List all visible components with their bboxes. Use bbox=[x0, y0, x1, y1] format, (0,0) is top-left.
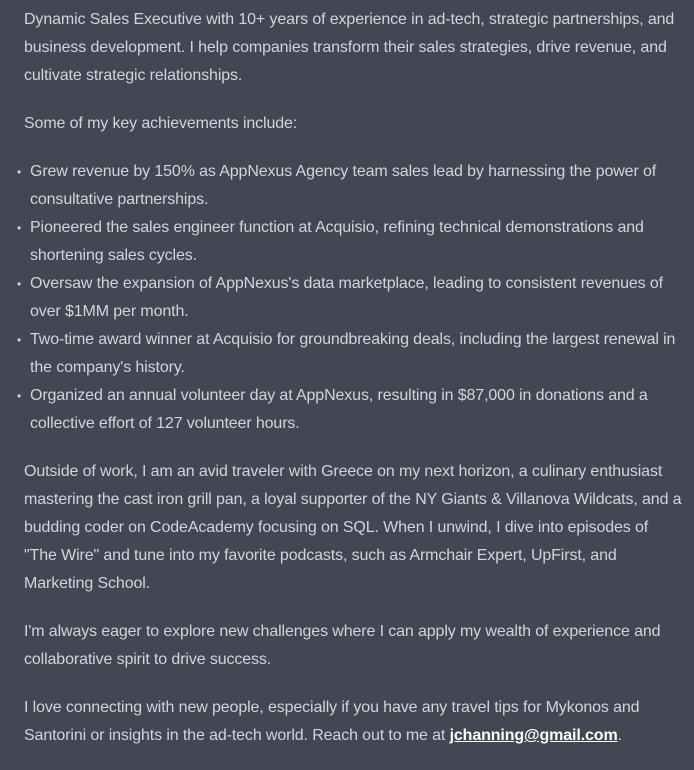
achievements-heading: Some of my key achievements include: bbox=[24, 115, 298, 132]
eager-paragraph: I'm always eager to explore new challenges where I can apply my wealth of experience and collaborative spirit to drive success. bbox=[24, 623, 661, 668]
closing-text: I love connecting with new people, especially if you have any travel tips for Mykonos and Santorini or insights in the ad-tech world. Reach out to me at bbox=[24, 699, 640, 744]
email-link[interactable]: jchanning@gmail.com bbox=[449, 727, 618, 744]
closing-period: . bbox=[617, 727, 622, 744]
personal-paragraph: Outside of work, I am an avid traveler with Greece on my next horizon, a culinary enthusiast mastering the cast iron grill pan, a loyal supporter of the NY Giants & Villanova Wildcats, and a budding coder on CodeAcademy focusing on SQL. When I unwind, I dive into episodes of "The Wire" and tune into my favorite podcasts, such as Armchair Expert, UpFirst, and Marketing School. bbox=[24, 463, 682, 592]
achievement-text: Oversaw the expansion of AppNexus's data marketplace, leading to consistent revenues of over $1MM per month. bbox=[30, 275, 663, 320]
bullet-icon: • bbox=[17, 277, 22, 291]
list-item bbox=[0, 382, 678, 438]
closing-paragraph bbox=[24, 694, 684, 750]
intro-paragraph: Dynamic Sales Executive with 10+ years of experience in ad-tech, strategic partnerships, and business development. I help companies transform their sales strategies, drive revenue, and cultivate strategic relationships. bbox=[24, 11, 675, 84]
bullet-icon: • bbox=[17, 333, 22, 347]
bullet-icon: • bbox=[17, 221, 22, 235]
list-item bbox=[0, 326, 678, 382]
achievement-text: Two-time award winner at Acquisio for groundbreaking deals, including the largest renewal in the company's history. bbox=[30, 331, 676, 376]
bio-message bbox=[17, 6, 684, 770]
list-item bbox=[0, 270, 678, 326]
list-item bbox=[0, 214, 678, 270]
achievements-list bbox=[0, 158, 684, 438]
achievement-text: Pioneered the sales engineer function at Acquisio, refining technical demonstrations and shortening sales cycles. bbox=[30, 219, 644, 264]
bullet-icon: • bbox=[17, 389, 22, 403]
achievement-text: Organized an annual volunteer day at AppNexus, resulting in $87,000 in donations and a collective effort of 127 volunteer hours. bbox=[30, 387, 648, 432]
list-item bbox=[0, 158, 678, 214]
bullet-icon: • bbox=[17, 165, 22, 179]
achievement-text: Grew revenue by 150% as AppNexus Agency team sales lead by harnessing the power of consultative partnerships. bbox=[30, 163, 657, 208]
